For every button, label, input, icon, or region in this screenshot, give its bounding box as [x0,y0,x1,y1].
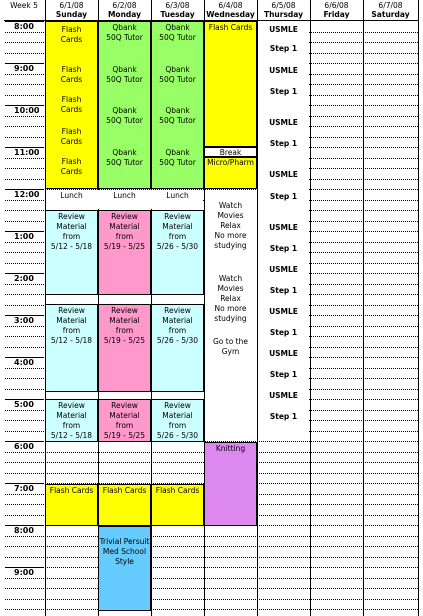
sunday-review-1-l2: Material [56,222,87,231]
wednesday-watch-2-l4: No more [214,304,247,313]
thursday-step1-label: Step 1 [269,412,298,421]
tuesday-qbank-2-l2: 50Q Tutor [159,75,196,84]
tuesday-review-1-l4: 5/26 - 5/30 [156,242,199,251]
monday-qbank-1-l1: Qbank [112,23,137,32]
sunday-flash-cards-2: Flash Cards [60,65,83,84]
wednesday-watch-1-l4: No more [214,231,247,240]
column-date-sunday: 6/1/08 [59,1,84,10]
column-date-monday: 6/2/08 [112,1,137,10]
sunday-review-1[interactable] [45,210,98,295]
monday-trivial-persuit[interactable] [98,526,151,611]
thursday-usmle-label: USMLE [269,170,298,179]
column-day-sunday: Sunday [55,10,88,19]
wednesday-gym [204,337,257,357]
tuesday-qbank-2-l1: Qbank [165,65,190,74]
tuesday-review-2[interactable] [151,304,204,392]
tuesday-qbank-1-l1: Qbank [165,23,190,32]
monday-review-1[interactable] [98,210,151,295]
thursday-step1-label: Step 1 [269,370,298,379]
monday-review-2-l1: Review [111,306,138,315]
grid-row-line [5,567,418,568]
tuesday-lunch: Lunch [166,191,189,200]
grid-row-line [5,546,418,547]
grid-row-line [5,588,418,589]
sunday-review-2-l2: Material [56,316,87,325]
monday-review-3-l2: Material [109,411,140,420]
time-label: 10:00 [14,106,40,115]
tuesday-qbank-block[interactable] [151,21,204,189]
time-label: 3:00 [14,316,34,325]
column-day-wednesday: Wednesday [206,10,255,19]
time-label: 9:00 [14,64,34,73]
monday-qbank-1-l2: 50Q Tutor [106,33,143,42]
column-date-thursday: 6/5/08 [271,1,296,10]
monday-review-2-l2: Material [109,316,140,325]
tuesday-review-1-l2: Material [162,222,193,231]
tuesday-review-2-l2: Material [162,316,193,325]
tuesday-review-3-l3: from [168,421,187,430]
sunday-review-1-l1: Review [58,212,85,221]
thursday-step1-label: Step 1 [269,139,298,148]
monday-qbank-4-l2: 50Q Tutor [106,158,143,167]
column-day-friday: Friday [323,10,350,19]
monday-qbank-4-l1: Qbank [112,148,137,157]
time-label: 8:00 [14,526,34,535]
sunday-evening-flash-cards[interactable] [45,484,98,526]
column-date-wednesday: 6/4/08 [218,1,243,10]
sunday-review-1-l3: from [62,232,81,241]
sunday-review-2-l1: Review [58,306,85,315]
grid-column-line [363,0,364,616]
tuesday-review-1-l3: from [168,232,187,241]
tuesday-review-1[interactable] [151,210,204,295]
sunday-review-2[interactable] [45,304,98,392]
thursday-step1-label: Step 1 [269,286,298,295]
monday-review-1-l1: Review [111,212,138,221]
tuesday-evening-flash-cards-label: Flash Cards [155,486,200,495]
sunday-review-3-l1: Review [58,401,85,410]
thursday-step1-label: Step 1 [269,244,298,253]
monday-qbank-block[interactable] [98,21,151,189]
time-label: 6:00 [14,442,34,451]
tuesday-qbank-1-l2: 50Q Tutor [159,33,196,42]
column-day-saturday: Saturday [371,10,410,19]
monday-trivial-l3: Style [115,557,134,566]
monday-lunch: Lunch [113,191,136,200]
tuesday-review-3[interactable] [151,399,204,442]
sunday-review-1-l4: 5/12 - 5/18 [50,242,93,251]
monday-review-2[interactable] [98,304,151,392]
tuesday-review-3-l2: Material [162,411,193,420]
tuesday-review-2-l1: Review [164,306,191,315]
wednesday-flash-cards-label: Flash Cards [208,23,253,32]
wednesday-gym-l1: Go to the [212,337,248,346]
wednesday-break[interactable] [204,147,257,157]
thursday-step1-label: Step 1 [269,87,298,96]
wednesday-watch-2-l3: Relax [220,294,241,303]
wednesday-watch-1-l5: studying [214,241,247,250]
wednesday-knitting[interactable] [204,442,257,526]
wednesday-watch-2-l2: Movies [217,284,244,293]
sunday-lunch: Lunch [60,191,83,200]
sunday-flash-cards-3: Flash Cards [60,95,83,114]
monday-review-2-l4: 5/19 - 5/25 [103,336,146,345]
wednesday-watch-1-l3: Relax [220,221,241,230]
monday-review-1-l2: Material [109,222,140,231]
time-label: 9:00 [14,568,34,577]
tuesday-review-2-l3: from [168,326,187,335]
monday-review-1-l4: 5/19 - 5/25 [103,242,146,251]
tuesday-review-3-l4: 5/26 - 5/30 [156,431,199,440]
column-date-friday: 6/6/08 [324,1,349,10]
monday-review-2-l3: from [115,326,134,335]
wednesday-watch-1 [204,201,257,251]
monday-review-3-l3: from [115,421,134,430]
tuesday-qbank-3-l1: Qbank [165,106,190,115]
tuesday-qbank-3-l2: 50Q Tutor [159,116,196,125]
thursday-step1-label: Step 1 [269,192,298,201]
sunday-review-2-l3: from [62,326,81,335]
wednesday-watch-2 [204,274,257,324]
monday-review-3-l1: Review [111,401,138,410]
thursday-usmle-label: USMLE [269,265,298,274]
monday-evening-flash-cards[interactable] [98,484,151,526]
column-day-monday: Monday [107,10,142,19]
week-label: Week 5 [10,1,38,10]
sunday-flash-cards-block[interactable] [45,21,98,189]
time-label: 12:00 [14,190,40,199]
grid-row-line [5,536,418,537]
thursday-usmle-label: USMLE [269,118,298,127]
monday-qbank-3-l2: 50Q Tutor [106,116,143,125]
time-label: 11:00 [14,148,40,157]
column-day-thursday: Thursday [263,10,304,19]
time-label: 2:00 [14,274,34,283]
sunday-flash-cards-4: Flash Cards [60,127,83,146]
monday-trivial-l1: Trivial Persuit [99,537,150,546]
tuesday-qbank-4-l1: Qbank [165,148,190,157]
sunday-review-3-l3: from [62,421,81,430]
tuesday-review-1-l1: Review [164,212,191,221]
monday-qbank-2-l1: Qbank [112,65,137,74]
monday-evening-flash-cards-label: Flash Cards [102,486,147,495]
wednesday-watch-1-l1: Watch [218,201,243,210]
wednesday-break-label: Break [219,148,242,157]
sunday-flash-cards-1: Flash Cards [60,25,83,44]
grid-column-line [310,0,311,616]
wednesday-watch-2-l1: Watch [218,274,243,283]
column-date-tuesday: 6/3/08 [165,1,190,10]
sunday-flash-cards-5: Flash Cards [60,157,83,176]
time-label: 8:00 [14,22,34,31]
sunday-review-3-l4: 5/12 - 5/18 [50,431,93,440]
tuesday-review-3-l1: Review [164,401,191,410]
wednesday-flash-cards-block[interactable] [204,21,257,147]
time-label: 7:00 [14,484,34,493]
wednesday-watch-2-l5: studying [214,314,247,323]
thursday-usmle-label: USMLE [269,307,298,316]
time-label: 1:00 [14,232,34,241]
thursday-usmle-label: USMLE [269,66,298,75]
grid-row-line [5,599,418,600]
column-date-saturday: 6/7/08 [378,1,403,10]
thursday-step1-label: Step 1 [269,328,298,337]
sunday-review-2-l4: 5/12 - 5/18 [50,336,93,345]
grid-column-line [418,0,419,616]
tuesday-review-2-l4: 5/26 - 5/30 [156,336,199,345]
grid-row-line [5,609,418,610]
grid-row-line [5,557,418,558]
tuesday-evening-flash-cards[interactable] [151,484,204,526]
thursday-usmle-label: USMLE [269,349,298,358]
thursday-usmle-label: USMLE [269,25,298,34]
monday-qbank-3-l1: Qbank [112,106,137,115]
wednesday-micro-pharm[interactable] [204,157,257,189]
time-label: 5:00 [14,400,34,409]
wednesday-micro-pharm-label: Micro/Pharm [207,158,254,167]
monday-review-3[interactable] [98,399,151,442]
thursday-usmle-label: USMLE [269,391,298,400]
monday-qbank-2-l2: 50Q Tutor [106,75,143,84]
sunday-evening-flash-cards-label: Flash Cards [49,486,94,495]
wednesday-watch-1-l2: Movies [217,211,244,220]
monday-review-1-l3: from [115,232,134,241]
time-label: 4:00 [14,358,34,367]
grid-row-line [5,578,418,579]
thursday-step1-label: Step 1 [269,44,298,53]
wednesday-knitting-label: Knitting [215,444,246,453]
sunday-review-3[interactable] [45,399,98,442]
monday-review-3-l4: 5/19 - 5/25 [103,431,146,440]
sunday-review-3-l2: Material [56,411,87,420]
monday-trivial-l2: Med School [102,547,147,556]
thursday-usmle-label: USMLE [269,223,298,232]
wednesday-gym-l2: Gym [221,347,240,356]
column-day-tuesday: Tuesday [160,10,195,19]
tuesday-qbank-4-l2: 50Q Tutor [159,158,196,167]
